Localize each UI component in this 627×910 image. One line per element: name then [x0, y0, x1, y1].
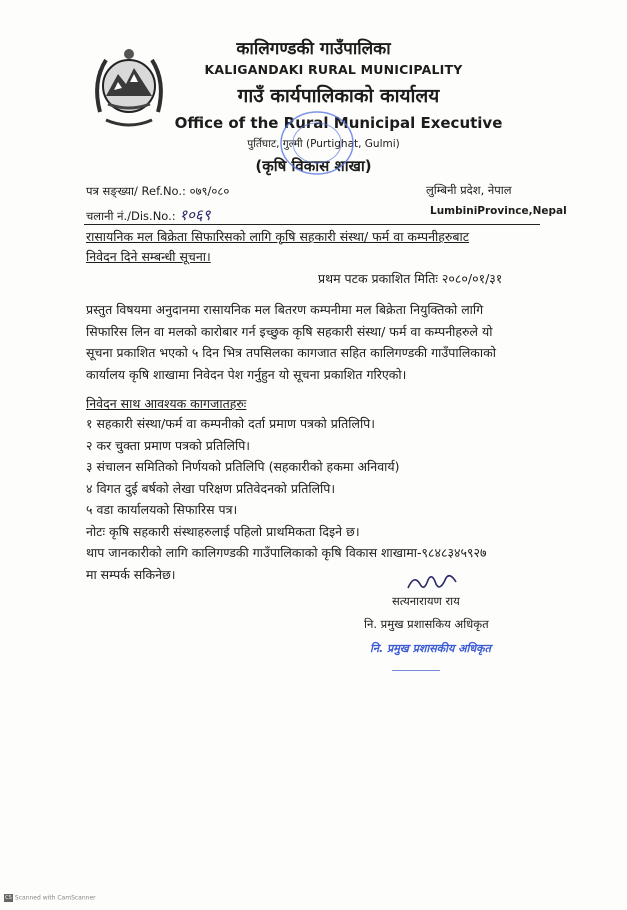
dis-label: चलानी नं./Dis.No.:: [86, 209, 176, 223]
notice-paragraph: [86, 299, 546, 385]
paragraph-line: प्रस्तुत विषयमा अनुदानमा रासायनिक मल बितरण कम्पनीमा मल बिक्रेता नियुक्तिको लागि: [86, 302, 484, 317]
ref-value: ०७९/०८०: [189, 184, 230, 198]
office-name-en: Office of the Rural Municipal Executive: [174, 114, 503, 132]
municipality-name-en: KALIGANDAKI RURAL MUNICIPALITY: [204, 62, 463, 77]
signature-underline: [392, 670, 440, 671]
header-divider: [84, 224, 540, 225]
municipality-name-np: कालिगण्डकी गाउँपालिका: [236, 39, 391, 59]
handwritten-signature: [404, 570, 460, 596]
office-stamp: [278, 108, 356, 178]
province-en: LumbiniProvince,Nepal: [430, 205, 567, 217]
list-item: ४ विगत दुई बर्षको लेखा परिक्षण प्रतिवेदनको प्रतिलिपि।: [86, 480, 336, 496]
office-address: पुर्तिघाट, गुल्मी (Purtighat, Gulmi): [247, 138, 400, 150]
notice-subject-line1: रासायनिक मल बिक्रेता सिफारिसको लागि कृषि सहकारी संस्था/ फर्म वा कम्पनीहरुबाट: [86, 229, 470, 244]
scanner-watermark: [4, 894, 96, 902]
list-item: १ सहकारी संस्था/फर्म वा कम्पनीको दर्ता प्रमाण पत्रको प्रतिलिपि।: [86, 416, 376, 431]
dispatch-number: [86, 205, 211, 225]
contact-line: थाप जानकारीको लागि कालिगण्डकी गाउँपालिकाको कृषि विकास शाखामा-९८४८३४५९२७: [86, 545, 487, 560]
signatory-name: सत्यनारायण राय: [392, 594, 460, 608]
signatory-stamp: नि. प्रमुख प्रशासकीय अधिकृत: [370, 642, 491, 655]
scanner-mark-text: Scanned with CamScanner: [14, 894, 96, 902]
list-item: ५ वडा कार्यालयको सिफारिस पत्र।: [86, 502, 238, 517]
notice-subject-line2: निवेदन दिने सम्बन्धी सूचना।: [86, 249, 211, 264]
scanner-logo-icon: CS: [5, 895, 12, 901]
docs-list: [86, 413, 546, 585]
publish-date: प्रथम पटक प्रकाशित मितिः २०८०/०१/३१: [318, 271, 503, 286]
paragraph-line: सूचना प्रकाशित भएको ५ दिन भित्र तपसिलका कागजात सहित कालिगण्डकी गाउँपालिकाको: [86, 345, 496, 360]
contact-line: मा सम्पर्क सकिनेछ।: [86, 566, 176, 582]
ref-label: पत्र सङ्ख्या/ Ref.No.:: [86, 184, 186, 198]
ref-number: [86, 184, 229, 199]
paragraph-line: कार्यालय कृषि शाखामा निवेदन पेश गर्नुहुन यो सूचना प्रकाशित गरिएको।: [86, 366, 407, 382]
list-item: ३ संचालन समितिको निर्णयको प्रतिलिपि (सहकारीको हकमा अनिवार्य): [86, 459, 400, 474]
note-line: नोटः कृषि सहकारी संस्थाहरुलाई पहिलो प्राथमिकता दिइने छ।: [86, 523, 360, 539]
office-name-np: गाउँ कार्यपालिकाको कार्यालय: [237, 85, 440, 107]
list-item: २ कर चुक्ता प्रमाण पत्रको प्रतिलिपि।: [86, 437, 251, 453]
province-np: लुम्बिनी प्रदेश, नेपाल: [426, 183, 512, 197]
paragraph-line: सिफारिस लिन वा मलको कारोबार गर्न इच्छुक कृषि सहकारी संस्था/ फर्म वा कम्पनीहरुले यो: [86, 323, 493, 339]
dis-value: १०६९: [179, 206, 211, 224]
section-name: (कृषि विकास शाखा): [255, 157, 372, 175]
signatory-title: नि. प्रमुख प्रशासकिय अधिकृत: [364, 617, 489, 631]
docs-heading: निवेदन साथ आवश्यक कागजातहरुः: [86, 396, 247, 411]
